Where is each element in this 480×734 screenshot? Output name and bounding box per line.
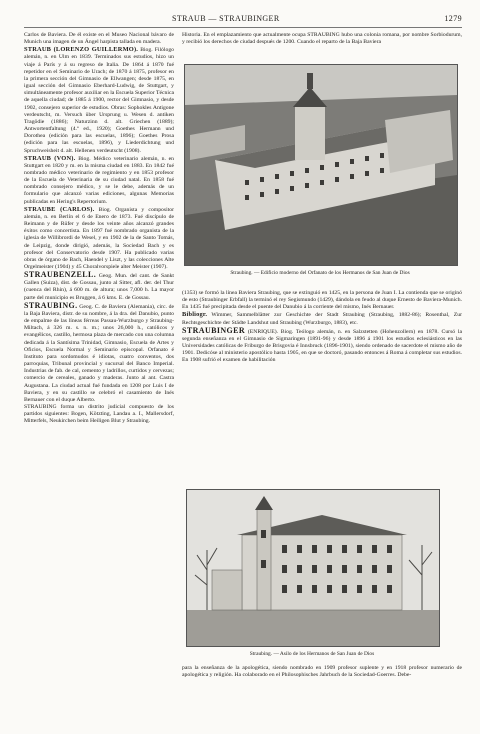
headword: STRAUBENZELL. xyxy=(24,270,97,280)
entry-straube xyxy=(24,206,174,271)
headword: STRAUB (VON). xyxy=(24,154,76,162)
entry-body: (ENRIQUE). Biog. Teólogo alemán, n. en Salzstetten (Hohenzollern) en 1878. Cursó la segunda enseñanza en el Gimnasio de Sigmaringen (1891-96) y desde 1896 á 1901 los estudios eclesiásticos en las Universidades católicas de Friburgo de Brisgovia é Innsbruck (1896-1901), siendo ordenado de sacerdote el mismo año de 1901. Dedicóse al ministerio apostólico hasta 1905, en que se doctoró, pasando entonces á Roma á completar sus estudios. En 1908 sufrió el examen de habilitación xyxy=(182,328,462,364)
entry-body: Geog. Mun. del cant. de Sankt Gallen (Suiza), dist. de Gossau, junto al Sitter, afl. der. del Thur (cuenca del Rhin), á 600 m. de altura; unos 7,000 h. La mayor parte del municipio es Bruggen, á 6 kms. E. de Gossau. xyxy=(24,273,174,301)
entry-continuation: Carlos de Baviera. De él existe en el Museo Nacional bávaro de Munich una imagen de un Ángel harpista tallada en madera. xyxy=(24,32,174,46)
entry-straubenzell xyxy=(24,271,174,302)
orphanage-photo xyxy=(184,64,458,266)
headword: STRAUB (LORENZO GUILLERMO). xyxy=(24,46,139,54)
photo2-caption: Straubing. — Asilo de los Hermanos de San Juan de Dios xyxy=(249,651,375,657)
header-rule xyxy=(24,27,462,28)
entry-body: Biog. Médico veterinario alemán, n. en Stuttgart en 1820 y m. en la misma ciudad en 1883. En 1842 fué nombrado médico veterinario de regimiento y en 1853 profesor de la Escuela de Veterinaria de su ciudad natal. En 1858 fué nombrado consejero médico, y se le debe, además de un formulario que alcanzó varias ediciones, algunas Memorias publicadas en Hering's Repertorium. xyxy=(24,155,174,205)
right-column-bottom xyxy=(182,665,462,717)
headword: STRAUBING. xyxy=(24,300,78,310)
entry-body: Geog. C. de Baviera (Alemania), circ. de la Baja Baviera, distr. de su nombre, á la dra. del Danubio, punto de empalme de las líneas férreas Passau-Wurzburgo y Straubing-Miltach, á 326 m. s. n. m.; unos 26,000 h., católicos y evangélicos, castillo, hermosa plaza de mercado con una columna dedicada á la Santísima Trinidad, Gimnasio, Escuela de Artes y Oficios, Escuela Normal y Seminario episcopal. Orfanato é Instituto para sordomudos é idiotas, cuatro conventos, dos parroquias, Tribunal provincial y sucursal del Banco Imperial. Industrias de fab. de cal, cemento y ladrillos, curtidos y cervezas; comercio de cereales, ganado y maderas. Junto al ant. Castra Augustana. La ciudad actual fué fundada en 1208 por Luis I de Baviera, y en su castillo se celebró el casamiento de Inés Bernauer con el duque Alberto. xyxy=(24,303,174,403)
page-number: 1279 xyxy=(444,14,462,23)
entry-straubinger xyxy=(182,327,462,365)
entry-straub-lorenzo xyxy=(24,46,174,154)
bibliography-body: Wimmer, Sammelblätter zur Geschichte der Stadt Straubing (Straubing, 1882-86); Rosenthal, Zur Rechtsgeschichte der Städte Landshut und Straubing (Wurzburgo, 1883), etc. xyxy=(182,312,462,326)
right-column-top xyxy=(182,32,462,60)
left-column xyxy=(24,32,174,717)
history-paragraph: Historia. En el emplazamiento que actualmente ocupa STRAUBING hubo una colonia romana, por nombre Sorbiodurum, y recibió los derechos de ciudad después de 1200. Cuando el reparto de la Baja Baviera xyxy=(182,32,462,46)
entry-body: Biog. Organista y compositor alemán, n. en Berlín el 6 de Enero de 1873. Fué discípulo de Reimann y de Rüfer y desde los veinte años alcanzó grandes éxitos como concertista. En 1897 fué nombrado organista de la iglesia de Willibrordi de Wesel, y en 1902 de la de Santo Tomás, de Leipzig, donde dirigió, además, la Sociedad Bach y es profesor del Conservatorio desde 1907. Ha publicado varias obras de órgano de Bach, Haendel y Liszt, y las colecciones Alte Orgelmeister (1904) y 45 Choralvorspiele alter Meister (1907). xyxy=(24,206,174,270)
bibliography xyxy=(182,311,462,326)
headword: STRAUBE (CARLOS). xyxy=(24,205,95,213)
history-continuation: (1353) se formó la línea Baviera Straubing, que se extinguió en 1425, en la persona de Juan I. La contienda que se originó de esto (Straubinger Erbfall) la terminó el rey Segismundo (1429), dándola en feudo al duque Ernesto de Baviera-Munich. En 1435 fué precipitada desde el puente del Danubio á la corriente del mismo, Inés Bernauer. xyxy=(182,290,462,311)
right-column-middle xyxy=(182,290,462,485)
page-header xyxy=(24,14,462,26)
entry-straubing xyxy=(24,302,174,404)
headword: STRAUBINGER xyxy=(182,325,246,335)
encyclopedia-page xyxy=(24,14,462,720)
entry-body: Biog. Filólogo alemán, n. en Ulm en 1839. Terminados sus estudios, hizo un viaje á París y á su regreso de Italia. De 1864 á 1870 fué repetidor en el Seminario de Urach; de 1870 á 1875, profesor en la primera sección del Gimnasio de Ellwangen; desde 1875, en igual sección del Gimnasio Eberhard-Ludwig, de Stuttgart, y simultáneamente profesor auxiliar en la Escuela Superior Técnica de aquella ciudad; de 1885 á 1900, rector del Gimnasio, y desde 1902, consejero superior de estudios. Obras: Sophokles Antigone verdeutscht, m. Versuch über Ursprung u. Wesen d. antiken Tragödie (1886); Naturzinn d. alt. Griechen (1889); Antwortentfaltung (4.ª ed., 1920); Goethes Hermann und Dorothea (edición para las escuelas, 1896); Goethes Prosa (edición para las escuelas, 1896), y Liederdichtung und Spruchweisheit d. alt. Hellenen verdeutscht (1908). xyxy=(24,47,174,154)
entry-straubing-district: STRAUBING forma un distrito judicial compuesto de los partidos siguientes: Bogen, Kötzting, Landau a. I., Mallersdorf, Mitterfels, Neukirchen beim Heiligen Blut y Straubing. xyxy=(24,403,174,425)
photo1-caption: Straubing. — Edificio moderno del Orfanato de los Hermanos de San Juan de Dios xyxy=(230,270,410,276)
asylum-photo xyxy=(186,489,440,647)
bibliography-label: Bibliogr. xyxy=(182,311,208,319)
running-title: STRAUB — STRAUBINGER xyxy=(172,14,280,23)
entry-straub-von xyxy=(24,155,174,206)
straubinger-continuation: para la enseñanza de la apologética, siendo nombrado en 1909 profesor suplente y en 1918 profesor numerario de apologética y religión. Ha colaborado en el Philosophisches Jahrbuch de la Sociedad-Goerres. Debe- xyxy=(182,665,462,679)
